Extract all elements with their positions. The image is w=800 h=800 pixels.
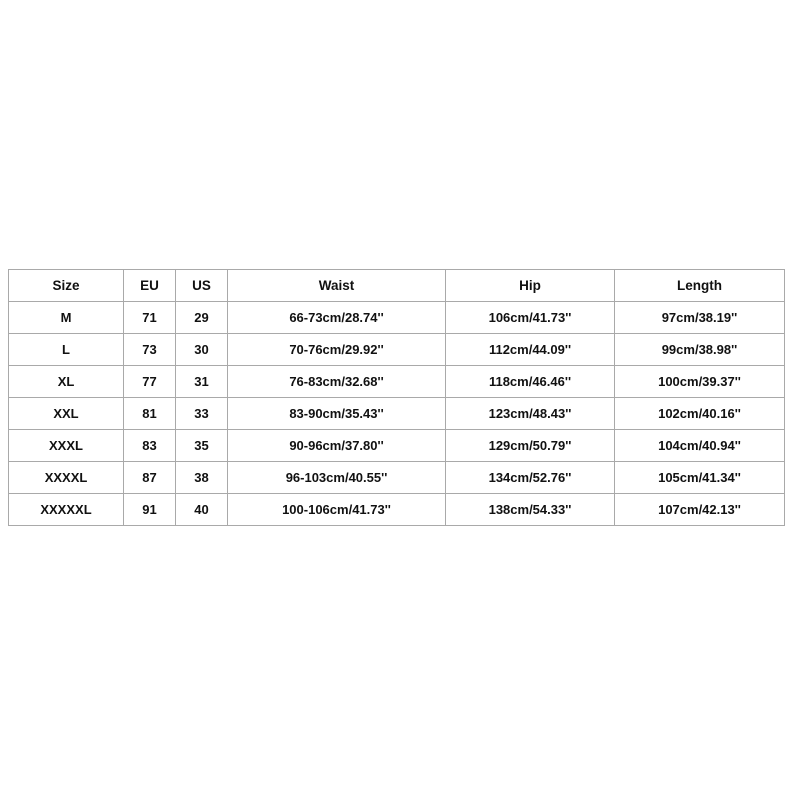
cell-us: 35 bbox=[176, 430, 228, 462]
cell-waist: 66-73cm/28.74'' bbox=[228, 302, 446, 334]
cell-eu: 81 bbox=[124, 398, 176, 430]
table-row bbox=[9, 462, 785, 494]
cell-waist: 100-106cm/41.73'' bbox=[228, 494, 446, 526]
cell-hip: 123cm/48.43'' bbox=[446, 398, 615, 430]
cell-length: 102cm/40.16'' bbox=[615, 398, 785, 430]
cell-waist: 96-103cm/40.55'' bbox=[228, 462, 446, 494]
cell-us: 38 bbox=[176, 462, 228, 494]
cell-hip: 134cm/52.76'' bbox=[446, 462, 615, 494]
header-eu: EU bbox=[124, 270, 176, 302]
cell-hip: 118cm/46.46'' bbox=[446, 366, 615, 398]
cell-length: 104cm/40.94'' bbox=[615, 430, 785, 462]
table-row bbox=[9, 430, 785, 462]
cell-eu: 83 bbox=[124, 430, 176, 462]
cell-size: XXXL bbox=[9, 430, 124, 462]
cell-eu: 71 bbox=[124, 302, 176, 334]
cell-eu: 73 bbox=[124, 334, 176, 366]
cell-size: XXL bbox=[9, 398, 124, 430]
cell-hip: 129cm/50.79'' bbox=[446, 430, 615, 462]
cell-length: 99cm/38.98'' bbox=[615, 334, 785, 366]
cell-length: 100cm/39.37'' bbox=[615, 366, 785, 398]
header-hip: Hip bbox=[446, 270, 615, 302]
cell-waist: 83-90cm/35.43'' bbox=[228, 398, 446, 430]
header-length: Length bbox=[615, 270, 785, 302]
cell-waist: 90-96cm/37.80'' bbox=[228, 430, 446, 462]
cell-size: XXXXL bbox=[9, 462, 124, 494]
cell-us: 29 bbox=[176, 302, 228, 334]
cell-size: L bbox=[9, 334, 124, 366]
header-row bbox=[9, 270, 785, 302]
table-row bbox=[9, 334, 785, 366]
cell-size: M bbox=[9, 302, 124, 334]
cell-length: 107cm/42.13'' bbox=[615, 494, 785, 526]
header-us: US bbox=[176, 270, 228, 302]
cell-length: 105cm/41.34'' bbox=[615, 462, 785, 494]
cell-size: XL bbox=[9, 366, 124, 398]
cell-us: 33 bbox=[176, 398, 228, 430]
cell-waist: 70-76cm/29.92'' bbox=[228, 334, 446, 366]
cell-hip: 112cm/44.09'' bbox=[446, 334, 615, 366]
cell-length: 97cm/38.19'' bbox=[615, 302, 785, 334]
cell-eu: 87 bbox=[124, 462, 176, 494]
cell-waist: 76-83cm/32.68'' bbox=[228, 366, 446, 398]
cell-hip: 138cm/54.33'' bbox=[446, 494, 615, 526]
table-row bbox=[9, 366, 785, 398]
cell-us: 40 bbox=[176, 494, 228, 526]
size-chart-table bbox=[8, 269, 785, 526]
cell-us: 30 bbox=[176, 334, 228, 366]
header-size: Size bbox=[9, 270, 124, 302]
cell-eu: 91 bbox=[124, 494, 176, 526]
cell-hip: 106cm/41.73'' bbox=[446, 302, 615, 334]
cell-eu: 77 bbox=[124, 366, 176, 398]
cell-us: 31 bbox=[176, 366, 228, 398]
size-chart-body bbox=[9, 302, 785, 526]
header-waist: Waist bbox=[228, 270, 446, 302]
table-row bbox=[9, 302, 785, 334]
table-row bbox=[9, 398, 785, 430]
size-chart-header bbox=[9, 270, 785, 302]
table-row bbox=[9, 494, 785, 526]
cell-size: XXXXXL bbox=[9, 494, 124, 526]
